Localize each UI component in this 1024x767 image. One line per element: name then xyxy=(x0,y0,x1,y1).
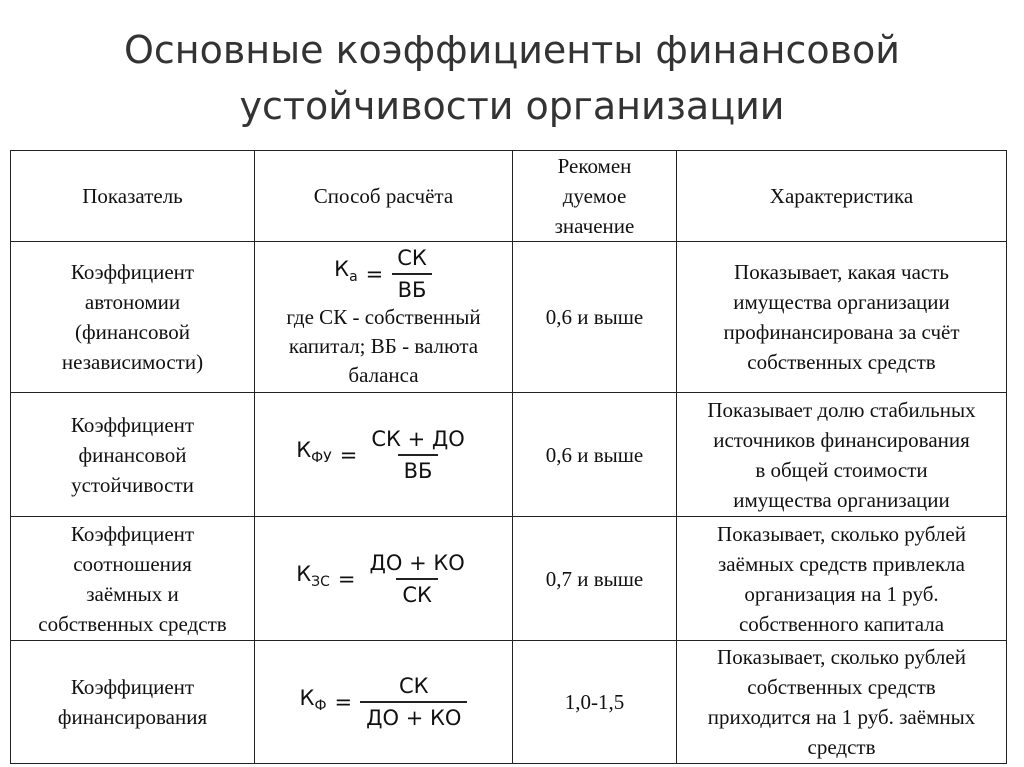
table-row xyxy=(11,517,1007,641)
numerator: ДО + КО xyxy=(369,550,465,575)
description-cell: Показывает, сколько рублей собственных средств приходится на 1 руб. заёмных средств xyxy=(677,641,1007,764)
recommended-cell: 0,6 и выше xyxy=(513,393,677,517)
indicator-cell: Коэффициент финансовой устойчивости xyxy=(11,393,255,517)
fraction xyxy=(363,550,470,608)
description-cell: Показывает, какая часть имущества организации профинансирована за счёт собственных средств xyxy=(677,242,1007,393)
formula xyxy=(296,426,471,484)
header-description: Характеристика xyxy=(677,151,1007,242)
header-recommended: Рекомен дуемое значение xyxy=(513,151,677,242)
fraction xyxy=(360,673,467,731)
fraction xyxy=(391,245,433,303)
numerator: СК + ДО xyxy=(371,426,465,451)
indicator-cell: Коэффициент автономии (финансовой независимости) xyxy=(11,242,255,393)
denominator: ВБ xyxy=(398,454,439,484)
equals-sign: = xyxy=(339,442,358,467)
coefficients-table xyxy=(10,150,1007,764)
indicator-cell: Коэффициент финансирования xyxy=(11,641,255,764)
table-row xyxy=(11,242,1007,393)
formula-lhs: $К_{ЗС}$ xyxy=(296,562,330,591)
fraction xyxy=(365,426,470,484)
recommended-cell: 1,0-1,5 xyxy=(513,641,677,764)
slide-title: Основные коэффициенты финансовой устойчивости организации xyxy=(124,28,900,128)
method-cell xyxy=(255,393,513,517)
formula-lhs: $К_{ФУ}$ xyxy=(296,438,332,467)
indicator-cell: Коэффициент соотношения заёмных и собственных средств xyxy=(11,517,255,641)
numerator: СК xyxy=(397,245,427,270)
method-cell xyxy=(255,242,513,393)
header-row xyxy=(11,151,1007,242)
table-row xyxy=(11,393,1007,517)
formula xyxy=(334,245,433,303)
recommended-cell: 0,7 и выше xyxy=(513,517,677,641)
equals-sign: = xyxy=(365,261,384,286)
equals-sign: = xyxy=(334,690,353,714)
method-cell xyxy=(255,517,513,641)
numerator: СК xyxy=(399,674,429,698)
formula-note: где СК - собственный капитал; ВБ - валюта баланса xyxy=(286,304,481,387)
denominator: СК xyxy=(396,578,438,608)
formula xyxy=(300,673,468,731)
denominator: ДО + КО xyxy=(360,701,467,731)
method-cell xyxy=(255,641,513,764)
denominator: ВБ xyxy=(392,273,433,303)
description-cell: Показывает, сколько рублей заёмных средств привлекла организация на 1 руб. собственного капитала xyxy=(677,517,1007,641)
table-row xyxy=(11,641,1007,764)
description-cell: Показывает долю стабильных источников финансирования в общей стоимости имущества организации xyxy=(677,393,1007,517)
formula-lhs: $К_а$ xyxy=(334,257,358,286)
formula-lhs: $К_Ф$ xyxy=(299,685,327,715)
equals-sign: = xyxy=(337,566,356,591)
header-method: Способ расчёта xyxy=(255,151,513,242)
recommended-cell: 0,6 и выше xyxy=(513,242,677,393)
formula xyxy=(296,550,471,608)
header-indicator: Показатель xyxy=(11,151,255,242)
